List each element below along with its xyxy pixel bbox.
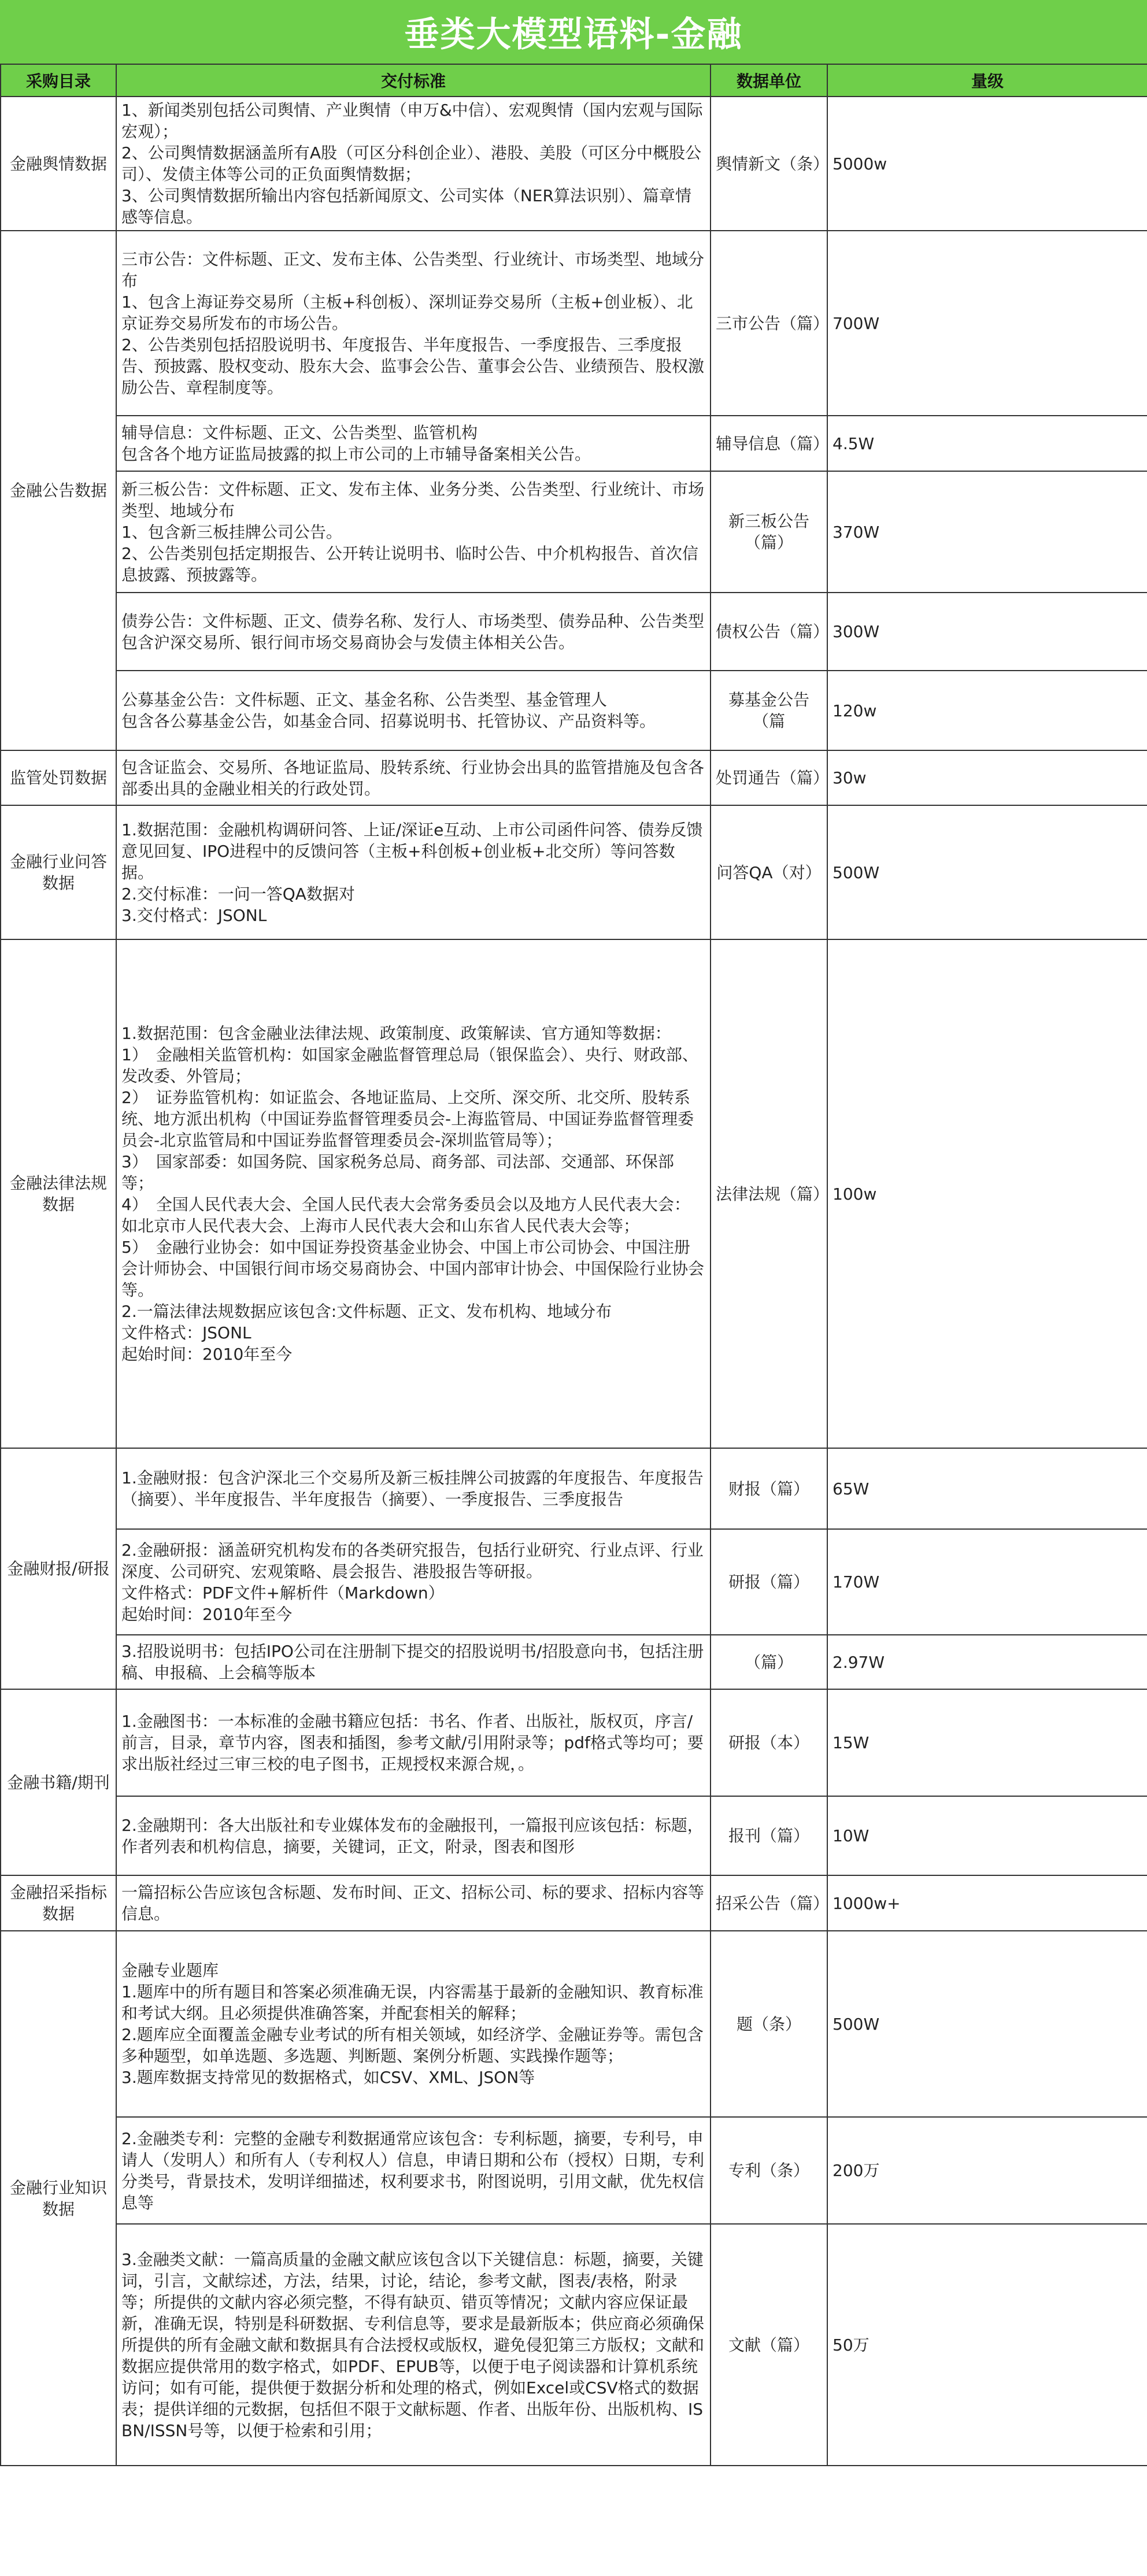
unit-cell: 处罚通告（篇） [711,750,827,805]
category-cell: 金融行业问答数据 [1,805,116,939]
header-quantity: 量级 [827,64,1147,97]
header-standard: 交付标准 [116,64,711,97]
unit-cell: 财报（篇） [711,1448,827,1529]
table-row [1,97,1147,231]
header-row [1,64,1147,97]
unit-cell: 专利（条） [711,2117,827,2224]
standard-cell: 新三板公告：文件标题、正文、发布主体、业务分类、公告类型、行业统计、市场类型、地域分布 1、包含新三板挂牌公司公告。 2、公告类别包括定期报告、公开转让说明书、临时公告、中介机构报告、首次信息披露、预披露等。 [116,471,711,593]
table-row [1,416,1147,471]
category-cell: 金融招采指标数据 [1,1875,116,1931]
unit-cell: 募基金公告（篇 [711,671,827,750]
standard-cell: 1、新闻类别包括公司舆情、产业舆情（申万&中信）、宏观舆情（国内宏观与国际宏观）； 2、公司舆情数据涵盖所有A股（可区分科创企业）、港股、美股（可区分中概股公司）、发债主体等公司的正负面舆情数据； 3、公司舆情数据所输出内容包括新闻原文、公司实体（NER算法识别）、篇章情感等信息。 [116,97,711,231]
corpus-table [0,64,1147,2466]
table-row [1,1689,1147,1796]
standard-cell: 3.招股说明书：包括IPO公司在注册制下提交的招股说明书/招股意向书，包括注册稿、申报稿、上会稿等版本 [116,1635,711,1689]
header-unit: 数据单位 [711,64,827,97]
unit-cell: 三市公告（篇） [711,231,827,416]
table-row [1,231,1147,416]
standard-cell: 2.金融研报：涵盖研究机构发布的各类研究报告，包括行业研究、行业点评、行业深度、公司研究、宏观策略、晨会报告、港股报告等研报。 文件格式：PDF文件+解析件（Markdown） 起始时间：2010年至今 [116,1529,711,1635]
quantity-cell: 500W [827,805,1147,939]
unit-cell: 法律法规（篇） [711,939,827,1448]
category-cell: 金融行业知识数据 [1,1931,116,2466]
table-row [1,1875,1147,1931]
table-row [1,1931,1147,2117]
quantity-cell: 5000w [827,97,1147,231]
category-cell: 金融财报/研报 [1,1448,116,1689]
quantity-cell: 700W [827,231,1147,416]
table-row [1,1635,1147,1689]
unit-cell: 招采公告（篇） [711,1875,827,1931]
table-row [1,2117,1147,2224]
quantity-cell: 200万 [827,2117,1147,2224]
standard-cell: 金融专业题库 1.题库中的所有题目和答案必须准确无误，内容需基于最新的金融知识、教育标准和考试大纲。且必须提供准确答案，并配套相关的解释； 2.题库应全面覆盖金融专业考试的所有相关领域，如经济学、金融证券等。需包含多种题型，如单选题、多选题、判断题、案例分析题、实践操作题等； 3.题库数据支持常见的数据格式，如CSV、XML、JSON等 [116,1931,711,2117]
category-cell: 金融公告数据 [1,231,116,750]
standard-cell: 1.数据范围：金融机构调研问答、上证/深证e互动、上市公司函件问答、债券反馈意见回复、IPO进程中的反馈问答（主板+科创板+创业板+北交所）等问答数据。 2.交付标准：一问一答QA数据对 3.交付格式：JSONL [116,805,711,939]
unit-cell: 研报（本） [711,1689,827,1796]
quantity-cell: 120w [827,671,1147,750]
table-row [1,671,1147,750]
table-row [1,805,1147,939]
table-row [1,593,1147,671]
quantity-cell: 10W [827,1796,1147,1875]
page-title: 垂类大模型语料-金融 [0,0,1147,64]
standard-cell: 三市公告：文件标题、正文、发布主体、公告类型、行业统计、市场类型、地域分布 1、包含上海证券交易所（主板+科创板）、深圳证券交易所（主板+创业板）、北京证券交易所发布的市场公告。 2、公告类别包括招股说明书、年度报告、半年度报告、一季度报告、三季度报告、预披露、股权变动、股东大会、监事会公告、董事会公告、业绩预告、股权激励公告、章程制度等。 [116,231,711,416]
quantity-cell: 100w [827,939,1147,1448]
table-row [1,2224,1147,2466]
standard-cell: 1.金融财报：包含沪深北三个交易所及新三板挂牌公司披露的年度报告、年度报告（摘要）、半年度报告、半年度报告（摘要）、一季度报告、三季度报告 [116,1448,711,1529]
quantity-cell: 300W [827,593,1147,671]
standard-cell: 1.数据范围：包含金融业法律法规、政策制度、政策解读、官方通知等数据： 1） 金融相关监管机构：如国家金融监督管理总局（银保监会）、央行、财政部、发改委、外管局； 2） 证券监管机构：如证监会、各地证监局、上交所、深交所、北交所、股转系统、地方派出机构（中国证券监督管理委员会-上海监管局、中国证券监督管理委员会-北京监管局和中国证券监督管理委员会-深圳监管局等）； 3） 国家部委：如国务院、国家税务总局、商务部、司法部、交通部、环保部等； 4） 全国人民代表大会、全国人民代表大会常务委员会以及地方人民代表大会：如北京市人民代表大会、上海市人民代表大会和山东省人民代表大会等； 5） 金融行业协会：如中国证券投资基金业协会、中国上市公司协会、中国注册会计师协会、中国银行间市场交易商协会、中国内部审计协会、中国保险行业协会等。 2.一篇法律法规数据应该包含:文件标题、正文、发布机构、地域分布 文件格式：JSONL 起始时间：2010年至今 [116,939,711,1448]
unit-cell: 新三板公告（篇） [711,471,827,593]
table-row [1,750,1147,805]
category-cell: 金融舆情数据 [1,97,116,231]
table-row [1,1796,1147,1875]
quantity-cell: 370W [827,471,1147,593]
table-row [1,471,1147,593]
unit-cell: 辅导信息（篇） [711,416,827,471]
unit-cell: 题（条） [711,1931,827,2117]
unit-cell: 文献（篇） [711,2224,827,2466]
quantity-cell: 50万 [827,2224,1147,2466]
category-cell: 金融法律法规数据 [1,939,116,1448]
category-cell: 监管处罚数据 [1,750,116,805]
quantity-cell: 4.5W [827,416,1147,471]
quantity-cell: 30w [827,750,1147,805]
standard-cell: 辅导信息：文件标题、正文、公告类型、监管机构 包含各个地方证监局披露的拟上市公司的上市辅导备案相关公告。 [116,416,711,471]
standard-cell: 一篇招标公告应该包含标题、发布时间、正文、招标公司、标的要求、招标内容等信息。 [116,1875,711,1931]
unit-cell: 研报（篇） [711,1529,827,1635]
quantity-cell: 2.97W [827,1635,1147,1689]
table-row [1,939,1147,1448]
unit-cell: 报刊（篇） [711,1796,827,1875]
quantity-cell: 65W [827,1448,1147,1529]
standard-cell: 债券公告：文件标题、正文、债券名称、发行人、市场类型、债券品种、公告类型 包含沪深交易所、银行间市场交易商协会与发债主体相关公告。 [116,593,711,671]
header-category: 采购目录 [1,64,116,97]
unit-cell: 问答QA（对） [711,805,827,939]
standard-cell: 3.金融类文献：一篇高质量的金融文献应该包含以下关键信息：标题，摘要，关键词，引言，文献综述，方法，结果，讨论，结论，参考文献，图表/表格，附录等；所提供的文献内容必须完整，不得有缺页、错页等情况；文献内容应保证最新，准确无误，特别是科研数据、专利信息等，要求是最新版本；供应商必须确保所提供的所有金融文献和数据具有合法授权或版权，避免侵犯第三方版权；文献和数据应提供常用的数字格式，如PDF、EPUB等，以便于电子阅读器和计算机系统访问；如有可能，提供便于数据分析和处理的格式，例如Excel或CSV格式的数据表；提供详细的元数据，包括但不限于文献标题、作者、出版年份、出版机构、ISBN/ISSN号等，以便于检索和引用； [116,2224,711,2466]
quantity-cell: 15W [827,1689,1147,1796]
standard-cell: 1.金融图书：一本标准的金融书籍应包括：书名、作者、出版社，版权页，序言/前言，目录，章节内容，图表和插图，参考文献/引用附录等；pdf格式等均可；要求出版社经过三审三校的电子图书，正规授权来源合规，。 [116,1689,711,1796]
unit-cell: 债权公告（篇） [711,593,827,671]
unit-cell: （篇） [711,1635,827,1689]
quantity-cell: 170W [827,1529,1147,1635]
quantity-cell: 500W [827,1931,1147,2117]
standard-cell: 2.金融类专利：完整的金融专利数据通常应该包含：专利标题，摘要，专利号，申请人（发明人）和所有人（专利权人）信息，申请日期和公布（授权）日期，专利分类号，背景技术，发明详细描述，权利要求书，附图说明，引用文献，优先权信息等 [116,2117,711,2224]
quantity-cell: 1000w+ [827,1875,1147,1931]
category-cell: 金融书籍/期刊 [1,1689,116,1875]
standard-cell: 公募基金公告：文件标题、正文、基金名称、公告类型、基金管理人 包含各公募基金公告，如基金合同、招募说明书、托管协议、产品资料等。 [116,671,711,750]
table-row [1,1529,1147,1635]
table-row [1,1448,1147,1529]
standard-cell: 2.金融期刊：各大出版社和专业媒体发布的金融报刊，一篇报刊应该包括：标题，作者列表和机构信息，摘要，关键词，正文，附录，图表和图形 [116,1796,711,1875]
unit-cell: 舆情新文（条） [711,97,827,231]
standard-cell: 包含证监会、交易所、各地证监局、股转系统、行业协会出具的监管措施及包含各部委出具的金融业相关的行政处罚。 [116,750,711,805]
